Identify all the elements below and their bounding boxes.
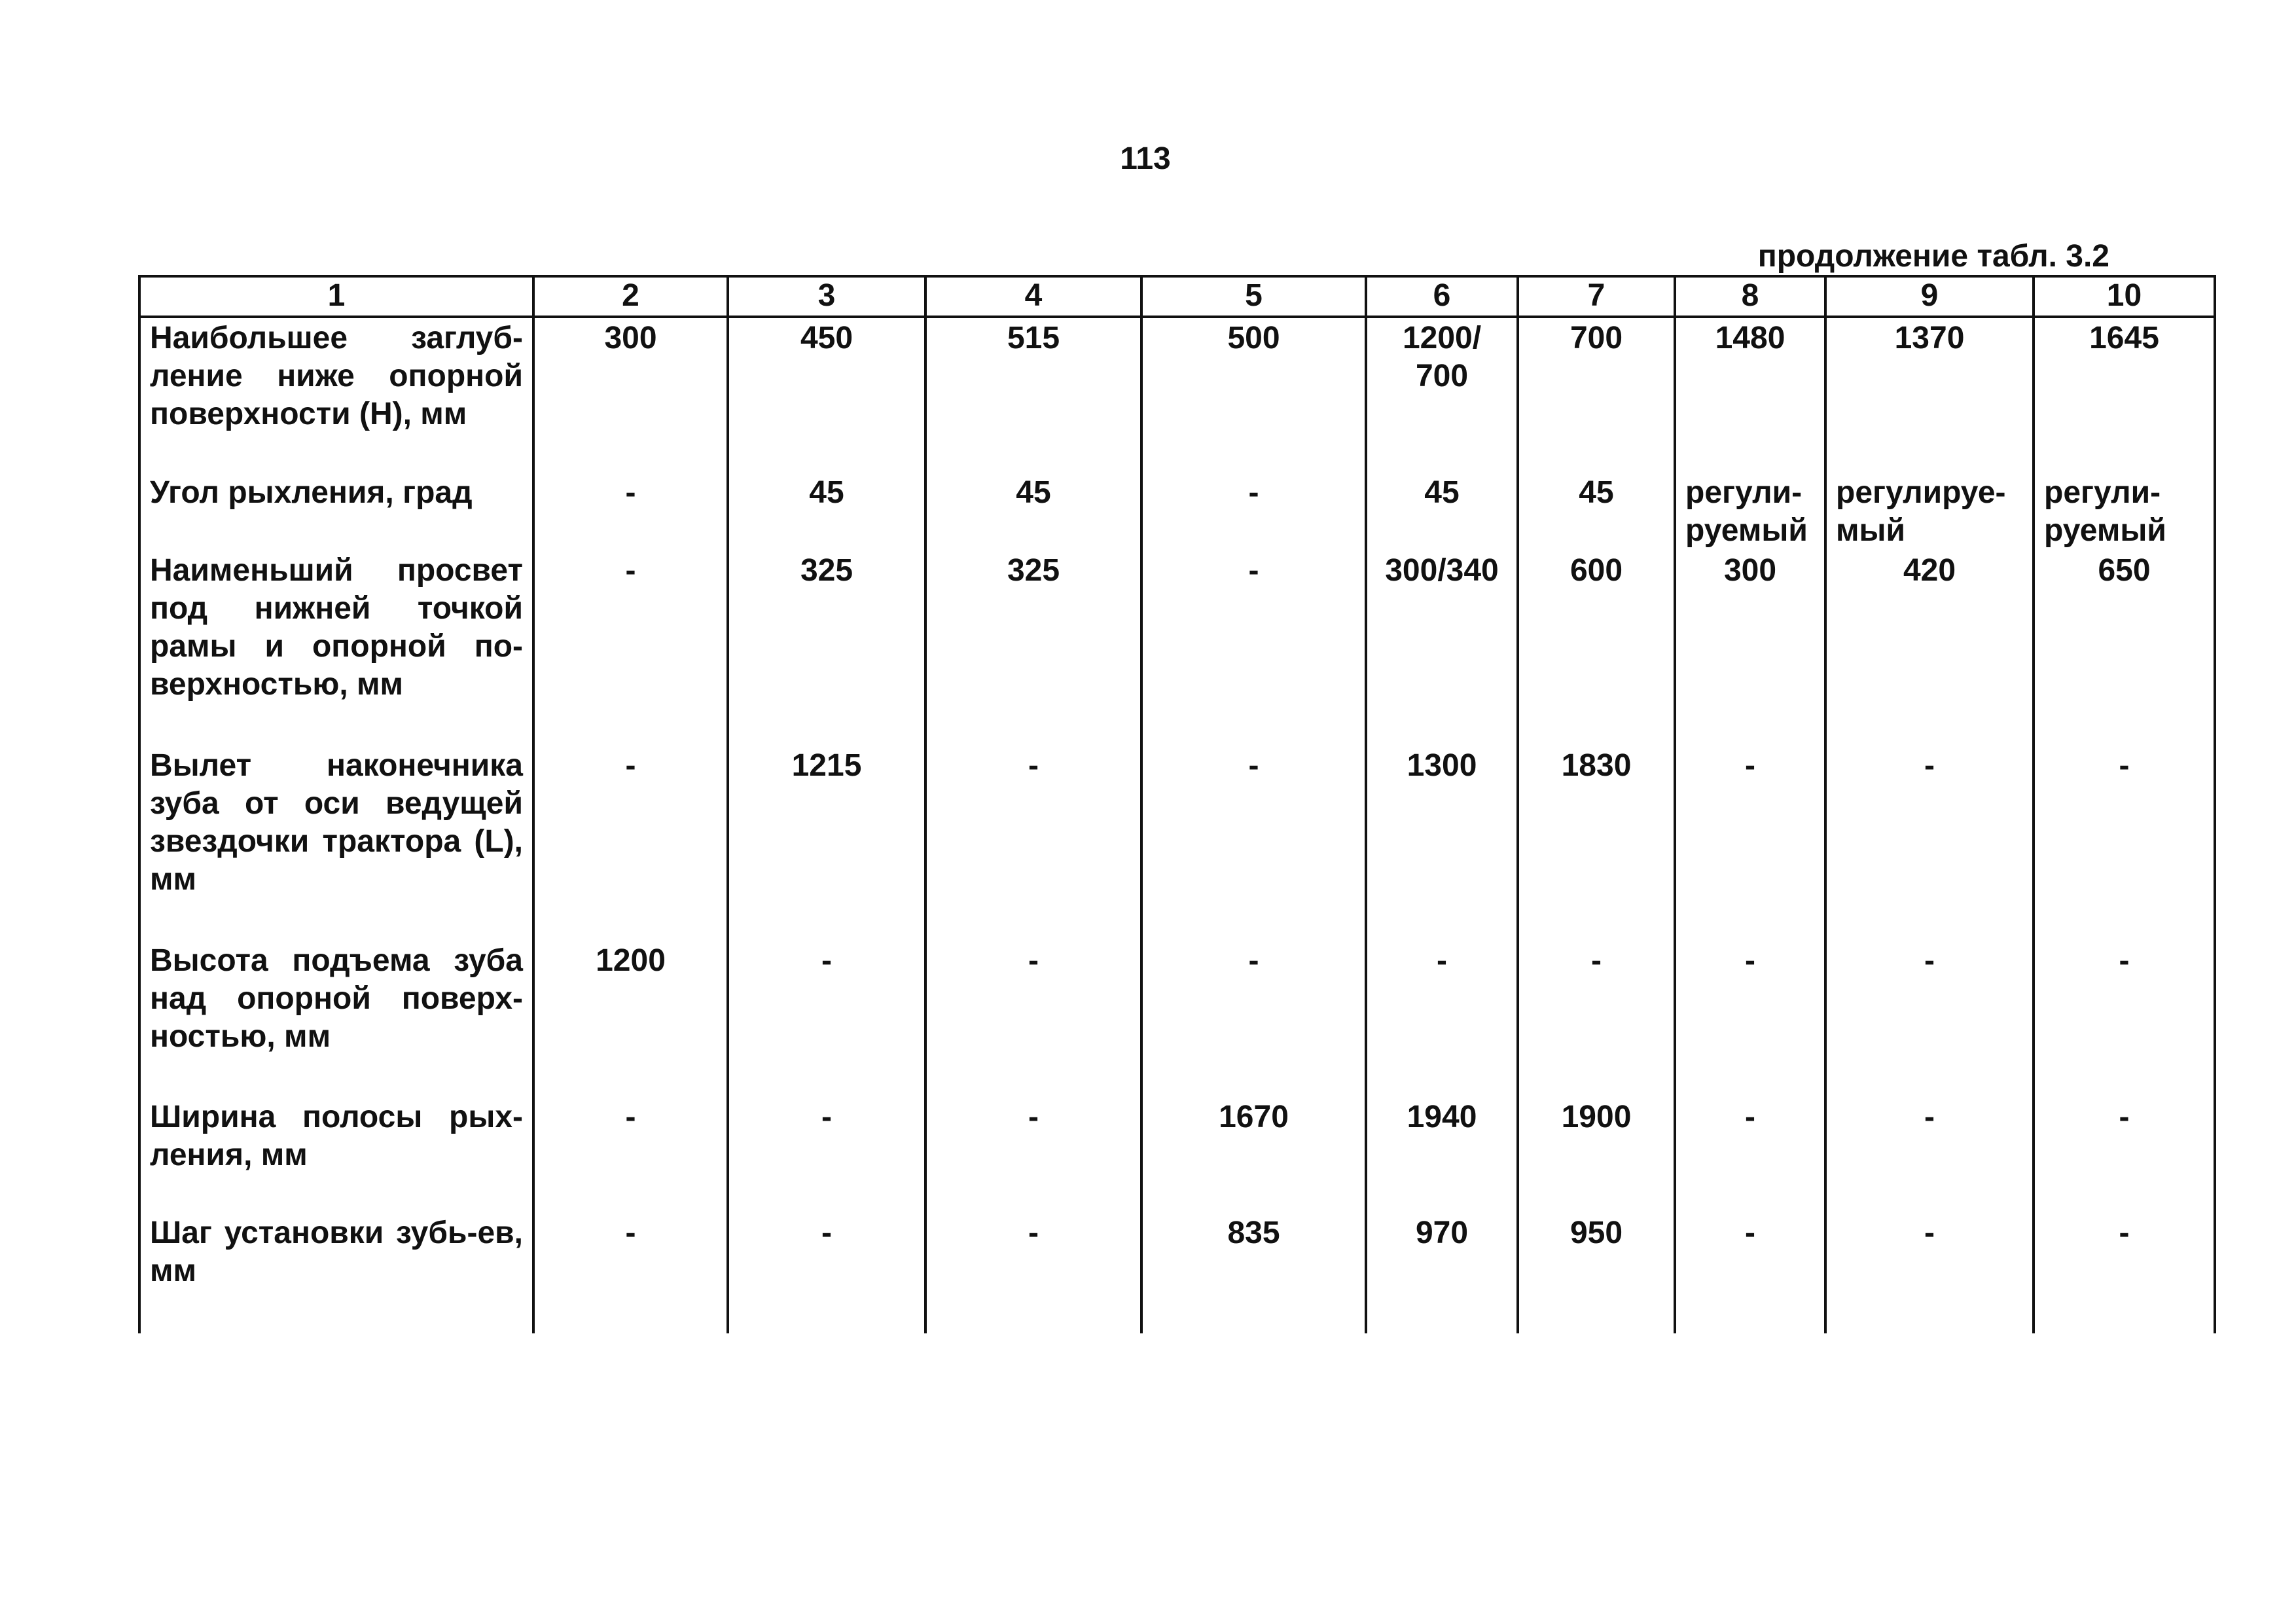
table-cell: 1370 (1825, 317, 2034, 473)
table-cell: - (925, 1213, 1141, 1333)
table-cell: 1215 (728, 746, 925, 941)
row-label: Высота подъема зуба над опорной поверх-ностью, мм (139, 941, 533, 1097)
column-header: 9 (1825, 276, 2034, 317)
column-header: 7 (1518, 276, 1675, 317)
table-cell: - (925, 1097, 1141, 1213)
table-cell: 1900 (1518, 1097, 1675, 1213)
table-cell: 45 (1518, 473, 1675, 550)
table-cell: 1645 (2034, 317, 2215, 473)
table-cell: - (1675, 1097, 1825, 1213)
table-cell: 45 (1366, 473, 1518, 550)
table-cell: - (1141, 473, 1366, 550)
row-label: Ширина полосы рых-ления, мм (139, 1097, 533, 1213)
column-header: 5 (1141, 276, 1366, 317)
table-cell: - (533, 746, 728, 941)
table-cell: - (728, 1097, 925, 1213)
table-row (139, 317, 2215, 473)
table-cell: 45 (925, 473, 1141, 550)
table-cell: 1300 (1366, 746, 1518, 941)
table-cell: 300/340 (1366, 550, 1518, 746)
table-cell: - (1825, 1097, 2034, 1213)
column-header: 6 (1366, 276, 1518, 317)
table-cell: 45 (728, 473, 925, 550)
column-header: 4 (925, 276, 1141, 317)
table-cell: - (1366, 941, 1518, 1097)
table-cell: 450 (728, 317, 925, 473)
table-cell: - (1675, 1213, 1825, 1333)
table-cell: - (925, 746, 1141, 941)
row-label: Наименьший просвет под нижней точкой рамы и опорной по-верхностью, мм (139, 550, 533, 746)
table-cell: 600 (1518, 550, 1675, 746)
table-cell: 515 (925, 317, 1141, 473)
column-header: 2 (533, 276, 728, 317)
table-cell: 1670 (1141, 1097, 1366, 1213)
row-label: Шаг установки зубь-ев, мм (139, 1213, 533, 1333)
table-row (139, 473, 2215, 550)
table-cell: 970 (1366, 1213, 1518, 1333)
table-cell: - (533, 473, 728, 550)
table-cell: - (533, 1213, 728, 1333)
table-caption: продолжение табл. 3.2 (1757, 239, 2109, 274)
row-label: Вылет наконечника зуба от оси ведущей звездочки трактора (L), мм (139, 746, 533, 941)
specs-table (138, 275, 2216, 1333)
row-label: Угол рыхления, град (139, 473, 533, 550)
table-cell: 325 (925, 550, 1141, 746)
table-cell: - (1518, 941, 1675, 1097)
table-cell: 420 (1825, 550, 2034, 746)
table-cell: - (2034, 1213, 2215, 1333)
header-row (139, 276, 2215, 317)
table-cell: - (728, 1213, 925, 1333)
table-row (139, 1213, 2215, 1333)
page-number: 113 (1120, 141, 1171, 176)
table-cell: 500 (1141, 317, 1366, 473)
table-cell: 1940 (1366, 1097, 1518, 1213)
table-cell: - (2034, 941, 2215, 1097)
table-cell: 1200/ 700 (1366, 317, 1518, 473)
table-cell: - (2034, 746, 2215, 941)
table-cell: - (1141, 550, 1366, 746)
table-cell: - (2034, 1097, 2215, 1213)
column-header: 8 (1675, 276, 1825, 317)
row-label: Наибольшее заглуб-ление ниже опорной поверхности (Н), мм (139, 317, 533, 473)
table-cell: - (1825, 941, 2034, 1097)
table-cell: 835 (1141, 1213, 1366, 1333)
table-row (139, 1097, 2215, 1213)
table-cell: - (925, 941, 1141, 1097)
table-row (139, 550, 2215, 746)
table-cell: - (1675, 746, 1825, 941)
column-header: 10 (2034, 276, 2215, 317)
table-cell: - (1825, 1213, 2034, 1333)
table-cell: - (1141, 746, 1366, 941)
table-cell: - (533, 550, 728, 746)
table-cell: 700 (1518, 317, 1675, 473)
table-cell: 325 (728, 550, 925, 746)
table-cell: 300 (1675, 550, 1825, 746)
table-cell: - (728, 941, 925, 1097)
table-cell: 1830 (1518, 746, 1675, 941)
table-cell: регули- руемый (2034, 473, 2215, 550)
table-cell: 950 (1518, 1213, 1675, 1333)
table-cell: регулируе- мый (1825, 473, 2034, 550)
table-cell: 300 (533, 317, 728, 473)
column-header: 3 (728, 276, 925, 317)
table-cell: 1480 (1675, 317, 1825, 473)
table-row (139, 746, 2215, 941)
table-row (139, 941, 2215, 1097)
column-header: 1 (139, 276, 533, 317)
table-cell: - (1141, 941, 1366, 1097)
table-cell: - (533, 1097, 728, 1213)
table-cell: - (1675, 941, 1825, 1097)
table-cell: 650 (2034, 550, 2215, 746)
table-cell: 1200 (533, 941, 728, 1097)
table-cell: регули- руемый (1675, 473, 1825, 550)
table-cell: - (1825, 746, 2034, 941)
